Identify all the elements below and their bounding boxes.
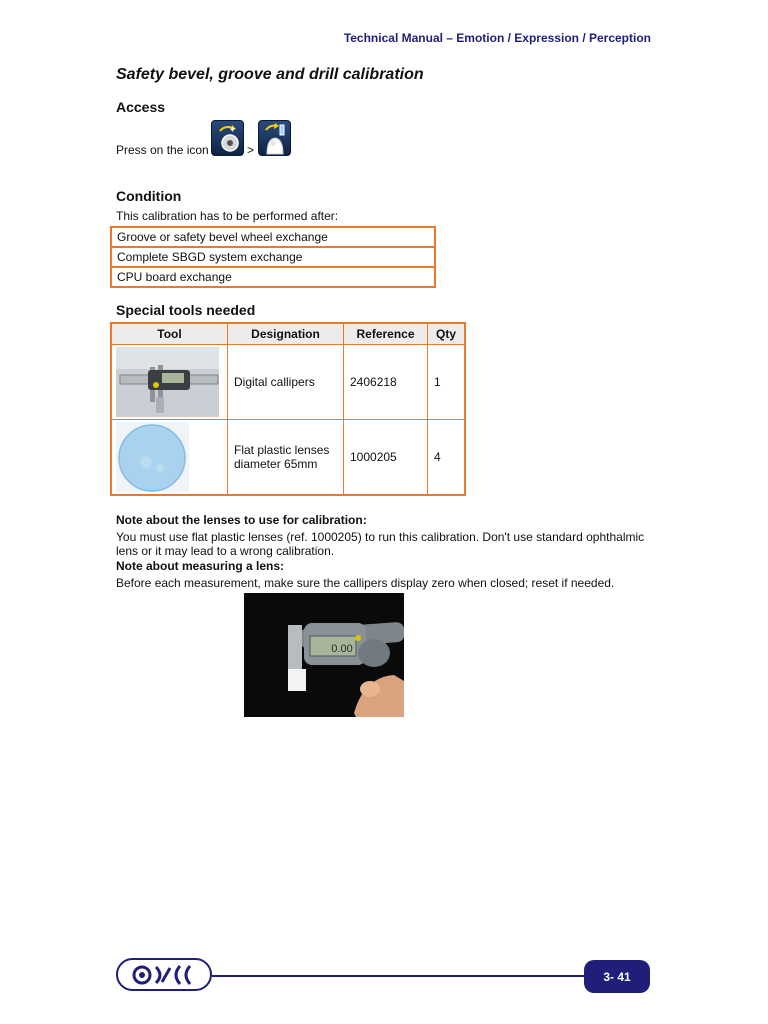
table-row [111, 345, 465, 420]
note-measuring-text: Before each measurement, make sure the callipers display zero when closed; reset if needed. [116, 576, 615, 590]
flat-plastic-lens-image [116, 422, 219, 492]
tool-calibration-icon[interactable] [258, 120, 291, 156]
tool-image-cell [111, 420, 228, 496]
table-row [111, 267, 435, 287]
condition-item: Groove or safety bevel wheel exchange [111, 227, 435, 247]
access-separator: > [247, 143, 255, 157]
note-measuring-heading: Note about measuring a lens: [116, 559, 285, 573]
condition-intro: This calibration has to be performed after: [116, 209, 339, 223]
table-header-row [111, 323, 465, 345]
table-row [111, 420, 465, 496]
calibration-icon[interactable] [211, 120, 244, 156]
tools-table [110, 322, 466, 496]
access-heading: Access [116, 99, 166, 115]
svg-text:+: + [230, 124, 236, 134]
tool-qty: 4 [428, 420, 466, 496]
condition-heading: Condition [116, 188, 182, 204]
tools-heading: Special tools needed [116, 302, 256, 318]
column-header-qty: Qty [428, 323, 466, 345]
section-title: Safety bevel, groove and drill calibration [116, 66, 424, 83]
digital-callipers-image [116, 347, 219, 417]
company-logo [116, 958, 212, 991]
column-header-designation: Designation [228, 323, 344, 345]
calliper-display-reading: 0.00 [331, 643, 353, 655]
table-row [111, 247, 435, 267]
condition-item: CPU board exchange [111, 267, 435, 287]
measuring-lens-photo [244, 593, 404, 717]
table-row [111, 227, 435, 247]
access-instruction: Press on the icon [116, 143, 209, 157]
page-number: 3- 41 [584, 960, 650, 993]
tool-qty: 1 [428, 345, 466, 420]
tool-reference: 1000205 [344, 420, 428, 496]
document-header-title: Technical Manual – Emotion / Expression / Perception [343, 31, 651, 45]
tool-image-cell [111, 345, 228, 420]
footer-divider [212, 975, 584, 977]
condition-item: Complete SBGD system exchange [111, 247, 435, 267]
column-header-reference: Reference [344, 323, 428, 345]
tool-reference: 2406218 [344, 345, 428, 420]
note-lenses-text: You must use flat plastic lenses (ref. 1000205) to run this calibration. Don't use standard ophthalmic lens or it may lead to a wrong calibration. [116, 530, 645, 558]
tool-designation: Flat plastic lenses diameter 65mm [228, 420, 344, 496]
note-lenses-heading: Note about the lenses to use for calibration: [116, 513, 367, 527]
tool-designation: Digital callipers [228, 345, 344, 420]
condition-table [110, 226, 436, 288]
column-header-tool: Tool [111, 323, 228, 345]
